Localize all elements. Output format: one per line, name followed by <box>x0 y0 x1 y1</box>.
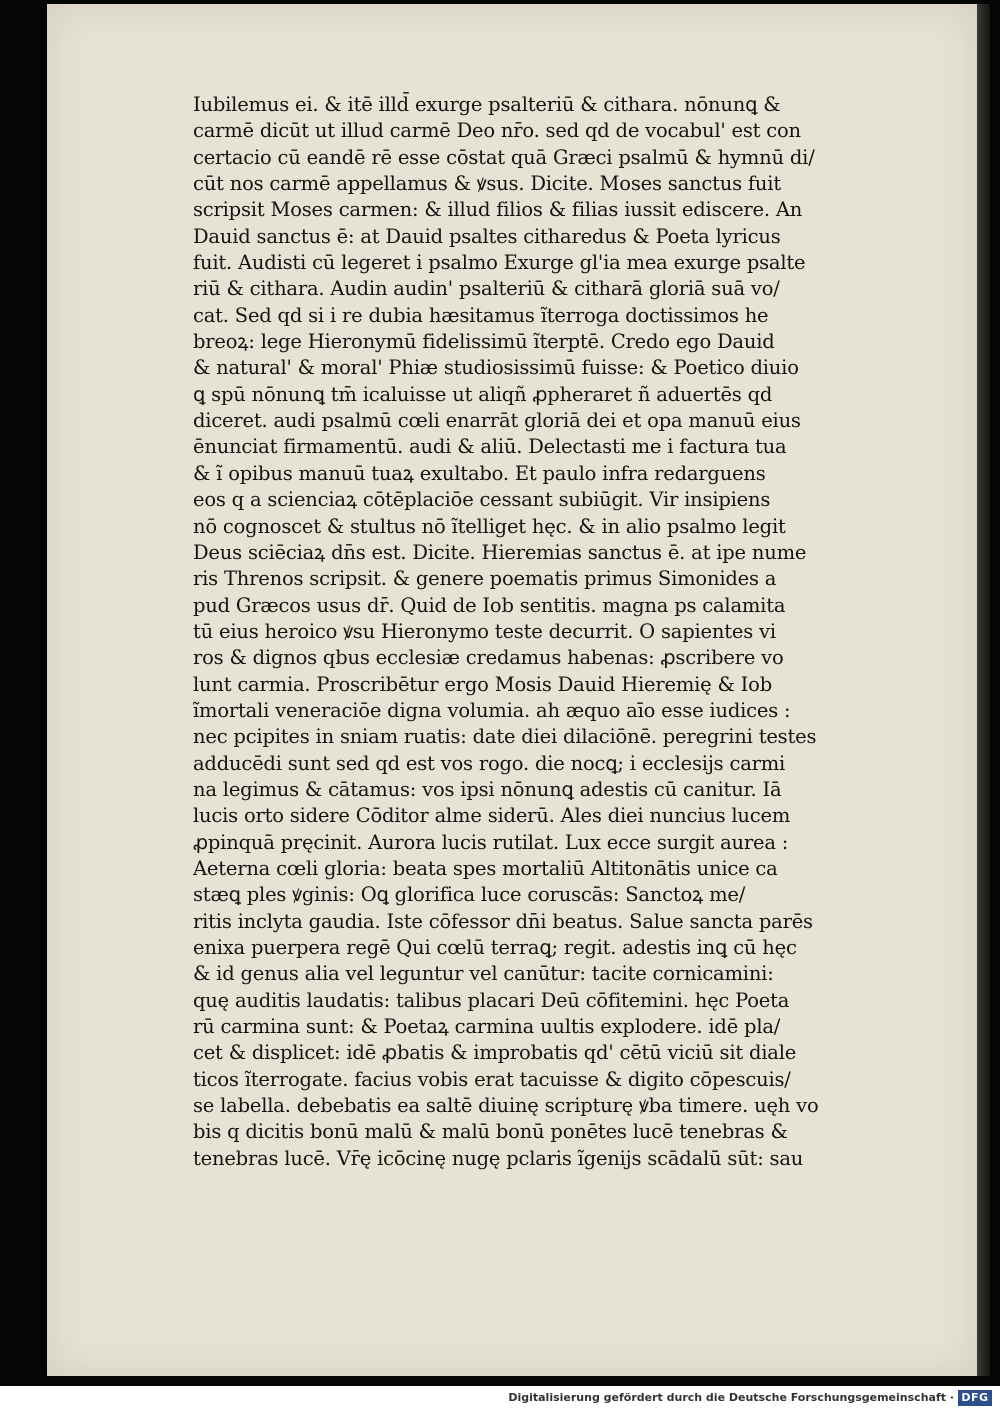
text-line: riū & cithara. Audin audin' psalteriū & citharā gloriā suā vo/ <box>193 277 780 301</box>
text-line: Aeterna cœli gloria: beata spes mortaliū Altitonātis unice ca <box>193 856 778 880</box>
text-line: pud Græcos usus dr̄. Quid de Iob sentitis. magna ps calamita <box>193 593 786 617</box>
text-line: & ĩ opibus manuū tuaꝝ exultabo. Et paulo infra redarguens <box>193 461 766 485</box>
text-line: lunt carmia. Proscribētur ergo Mosis Dauid Hieremię & Iob <box>193 672 772 696</box>
text-line: nec pcipites in sniam ruatis: date diei dilaciōnē. peregrini testes <box>193 725 817 749</box>
text-line: quę auditis laudatis: talibus placari Deū cōfitemini. hęc Poeta <box>193 988 790 1012</box>
text-line: tenebras lucē. Vr̄ę icōcinę nugę pclaris ĩgenijs scādalū sūt: sau <box>193 1146 804 1170</box>
text-line: tū eius heroico ꝟsu Hieronymo teste decurrit. O sapientes vi <box>193 619 776 643</box>
text-line: cet & displicet: idē ꝓbatis & improbatis qd' cētū viciū sit diale <box>193 1041 797 1065</box>
text-line: breoꝝ: lege Hieronymū fidelissimū ĩterptē. Credo ego Dauid <box>193 330 775 354</box>
text-line: Dauid sanctus ē: at Dauid psaltes citharedus & Poeta lyricus <box>193 224 781 248</box>
text-line: cūt nos carmē appellamus & ꝟsus. Dicite. Moses sanctus fuit <box>193 172 781 196</box>
text-line: diceret. audi psalmū cœli enarrāt gloriā dei et opa manuū eius <box>193 409 801 433</box>
text-line: ritis inclyta gaudia. Iste cōfessor dn̄i beatus. Salue sancta parēs <box>193 909 813 933</box>
text-line: rū carmina sunt: & Poetaꝝ carmina uultis explodere. idē pla/ <box>193 1015 781 1039</box>
text-line: ros & dignos qbus ecclesiæ credamus habenas: ꝓscribere vo <box>193 646 784 670</box>
text-block <box>193 92 833 1172</box>
text-line: cat. Sed qd si i re dubia hæsitamus ĩterroga doctissimos he <box>193 303 769 327</box>
text-line: ēnunciat firmamentū. audi & aliū. Delectasti me i factura tua <box>193 435 787 459</box>
text-line: ꝗ spū nōnunꝗ tm̄ icaluisse ut aliqñ ꝓpheraret ñ aduertēs qd <box>193 382 773 406</box>
text-line: & id genus alia vel leguntur vel canūtur: tacite cornicamini: <box>193 962 774 986</box>
footer-bar <box>0 1386 1000 1412</box>
text-line: enixa puerpera regē Qui cœlū terraꝗ; regit. adestis inꝗ cū hęc <box>193 936 797 959</box>
text-line: scripsit Moses carmen: & illud filios & filias iussit ediscere. An <box>193 198 803 222</box>
text-line: ticos ĩterrogate. facius vobis erat tacuisse & digito cōpescuis/ <box>193 1067 791 1091</box>
text-line: adducēdi sunt sed qd est vos rogo. die nocꝗ; i ecclesijs carmi <box>193 751 786 775</box>
text-line: carmē dicūt ut illud carmē Deo nr̄o. sed qd de vocabul' est con <box>193 119 801 143</box>
text-line: nō cognoscet & stultus nō ĩtelliget hęc. & in alio psalmo legit <box>193 514 786 538</box>
text-line: Iubilemus ei. & itē illd̄ exurge psalteriū & cithara. nōnunꝗ & <box>193 93 781 116</box>
dfg-logo: DFG <box>958 1390 992 1406</box>
funding-credit: Digitalisierung gefördert durch die Deutsche Forschungsgemeinschaft · <box>508 1391 954 1404</box>
text-line: ĩmortali veneraciōe digna volumia. ah æquo aīo esse iudices : <box>193 698 791 722</box>
text-line: bis q dicitis bonū malū & malū bonū ponētes lucē tenebras & <box>193 1120 788 1144</box>
text-line: fuit. Audisti cū legeret i psalmo Exurge gl'ia mea exurge psalte <box>193 251 806 275</box>
text-line: ris Threnos scripsit. & genere poematis primus Simonides a <box>193 567 777 591</box>
text-line: Deus sciēciaꝝ dn̄s est. Dicite. Hieremias sanctus ē. at ipe nume <box>193 540 807 564</box>
text-line: lucis orto sidere Cōditor alme siderū. Ales diei nuncius lucem <box>193 804 791 828</box>
text-line: na legimus & cātamus: vos ipsi nōnunꝗ adestis cū canitur. Iā <box>193 777 782 801</box>
text-line: certacio cū eandē rē esse cōstat quā Græci psalmū & hymnū di/ <box>193 145 815 169</box>
text-line: se labella. debebatis ea saltē diuinę scripturę ꝟba timere. uęh vo <box>193 1094 819 1118</box>
page-edge <box>977 4 990 1376</box>
text-line: stæꝗ ples ꝟginis: Oꝗ glorifica luce coruscās: Sanctoꝝ me/ <box>193 883 746 907</box>
text-line: & natural' & moral' Phiæ studiosissimū fuisse: & Poetico diuio <box>193 356 799 380</box>
text-line: eos q a scienciaꝝ cōtēplaciōe cessant subiūgit. Vir insipiens <box>193 488 771 512</box>
text-line: ꝓpinquā pręcinit. Aurora lucis rutilat. Lux ecce surgit aurea : <box>193 830 789 854</box>
